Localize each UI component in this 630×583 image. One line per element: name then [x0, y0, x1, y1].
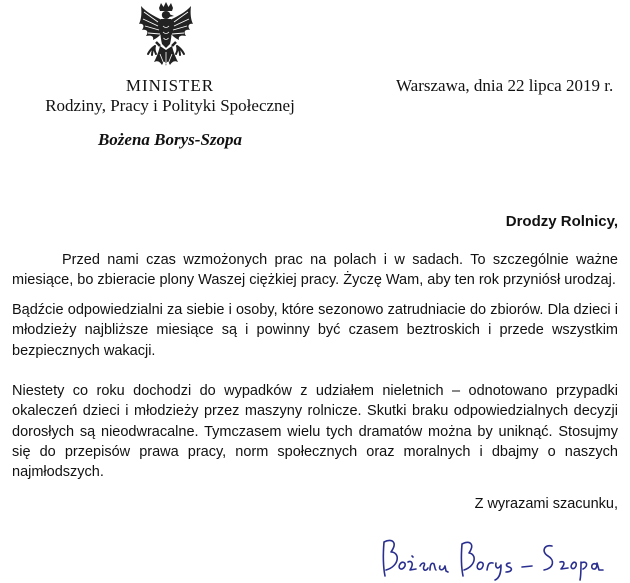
date-line: Warszawa, dnia 22 lipca 2019 r.	[396, 76, 614, 95]
minister-title: MINISTER	[125, 76, 215, 95]
handwritten-signature	[378, 532, 606, 582]
greeting: Drodzy Rolnicy,	[505, 213, 618, 230]
paragraph-1: Przed nami czas wzmożonych prac na polach i w sadach. To szczególnie ważne miesiące, bo zbieracie plony Waszej ciężkiej pracy. Życzę Wam, aby ten rok przyniósł urodzaj.	[12, 252, 618, 289]
minister-name: Bożena Borys-Szopa	[97, 130, 243, 149]
ministry-name: Rodziny, Pracy i Polityki Społecznej	[45, 96, 295, 115]
closing-line: Z wyrazami szacunku,	[474, 496, 618, 512]
paragraph-3: Niestety co roku dochodzi do wypadków z udziałem nieletnich – odnotowano przypadki okaleczeń dzieci i młodzieży przez maszyny rolnicze. Skutki braku odpowiedzialnych decyzji dorosłych są nieodwracalne. Tymczasem wielu tych dramatów można by uniknąć. Stosujmy się do przepisów prawa pracy, norm społecznych oraz moralnych i dbajmy o naszych najmłodszych.	[12, 383, 618, 481]
paragraph-2: Bądźcie odpowiedzialni za siebie i osoby, które sezonowo zatrudniacie do zbiorów. Dla dzieci i młodzieży najbliższe miesiące są i powinny być czasem beztroskich i przede wszystkim bezpiecznych wakacji.	[12, 302, 618, 359]
polish-eagle-emblem-icon	[138, 2, 194, 68]
letterhead	[20, 76, 320, 150]
